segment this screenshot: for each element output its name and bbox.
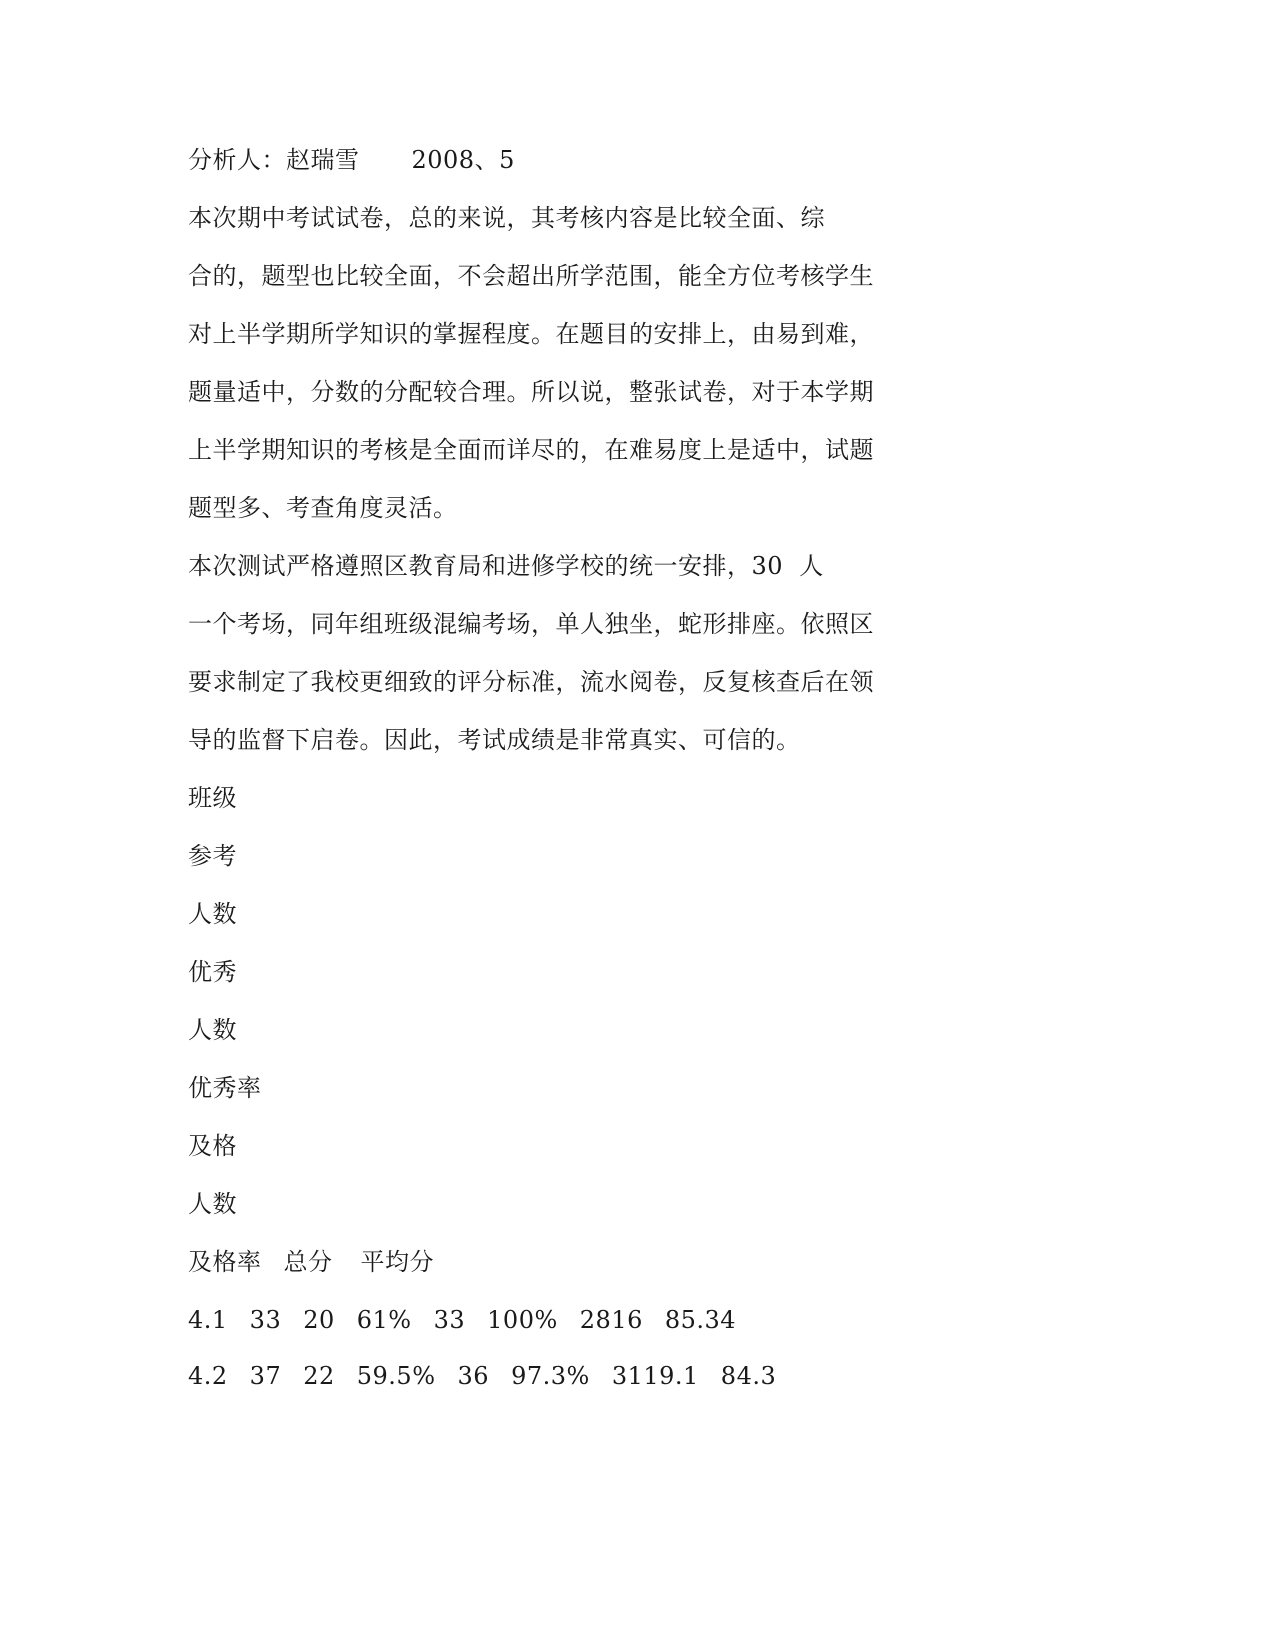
- paragraph-line: 本次期中考试试卷，总的来说，其考核内容是比较全面、综: [188, 204, 825, 232]
- table-header-cell: 班级: [188, 784, 237, 812]
- table-header-cell: 优秀: [188, 958, 237, 986]
- paragraph-line: 合的，题型也比较全面，不会超出所学范围，能全方位考核学生: [188, 262, 874, 290]
- cell-pass-rate: 97.3%: [511, 1362, 590, 1390]
- table-row: [188, 1361, 776, 1391]
- cell-class: 4.2: [188, 1362, 228, 1390]
- paragraph-line: 导的监督下启卷。因此，考试成绩是非常真实、可信的。: [188, 726, 801, 754]
- table-header-cell: 人数: [188, 900, 237, 928]
- cell-pass-rate: 100%: [487, 1306, 558, 1334]
- cell-average-score: 84.3: [720, 1362, 777, 1390]
- paragraph-line: 题型多、考查角度灵活。: [188, 494, 458, 522]
- cell-excellent-count: 20: [303, 1306, 335, 1334]
- cell-pass-count: 33: [433, 1306, 466, 1334]
- table-header-row: [188, 1247, 434, 1277]
- table-header-cell: 参考: [188, 842, 237, 870]
- cell-participants: 37: [249, 1362, 282, 1390]
- table-header-cell: 优秀率: [188, 1074, 262, 1102]
- cell-excellent-rate: 61%: [356, 1306, 412, 1334]
- cell-total-score: 2816: [579, 1306, 643, 1334]
- header-average-score: 平均分: [360, 1248, 434, 1276]
- analyst-name: 分析人：赵瑞雪: [188, 146, 360, 174]
- table-header-cell: 人数: [188, 1016, 237, 1044]
- paragraph-line: 要求制定了我校更细致的评分标准，流水阅卷，反复核查后在领: [188, 668, 874, 696]
- cell-pass-count: 36: [457, 1362, 490, 1390]
- analysis-date: 2008、5: [411, 146, 515, 174]
- cell-total-score: 3119.1: [611, 1362, 699, 1390]
- header-pass-rate: 及格率: [188, 1248, 262, 1276]
- header-total-score: 总分: [283, 1248, 333, 1276]
- cell-class: 4.1: [188, 1306, 228, 1334]
- analyst-line: [188, 145, 515, 175]
- paragraph-line: 一个考场，同年组班级混编考场，单人独坐，蛇形排座。依照区: [188, 610, 874, 638]
- table-header-cell: 及格: [188, 1132, 237, 1160]
- table-header-cell: 人数: [188, 1190, 237, 1218]
- table-row: [188, 1305, 736, 1335]
- cell-excellent-rate: 59.5%: [356, 1362, 436, 1390]
- paragraph-line: 对上半学期所学知识的掌握程度。在题目的安排上，由易到难，: [188, 320, 874, 348]
- paragraph-line: 题量适中，分数的分配较合理。所以说，整张试卷，对于本学期: [188, 378, 874, 406]
- cell-excellent-count: 22: [303, 1362, 335, 1390]
- paragraph-line: 上半学期知识的考核是全面而详尽的，在难易度上是适中，试题: [188, 436, 874, 464]
- cell-average-score: 85.34: [664, 1306, 737, 1334]
- paragraph-line: 本次测试严格遵照区教育局和进修学校的统一安排，30 人: [188, 552, 824, 580]
- cell-participants: 33: [249, 1306, 282, 1334]
